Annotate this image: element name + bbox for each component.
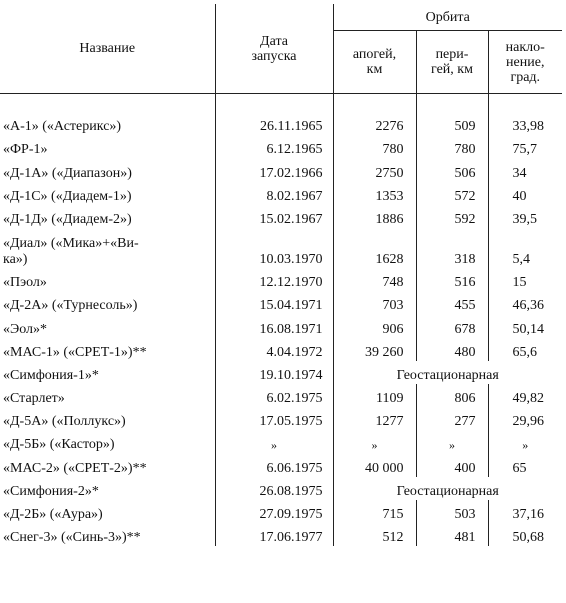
orbit-geostationary: Геостационарная [396, 367, 499, 383]
satellite-name: «Д-2Б» («Аура») [0, 500, 215, 523]
launch-date: 15.04.1971 [215, 291, 333, 314]
table-row [0, 453, 562, 476]
perigee-value: 480 [416, 338, 488, 361]
satellite-name: «Д-2А» («Турнесоль») [0, 291, 215, 314]
satellite-name: «Эол»* [0, 314, 215, 337]
launch-date: 15.02.1967 [215, 205, 333, 228]
launch-date: 6.12.1965 [215, 135, 333, 158]
inclination-value: » [522, 438, 529, 453]
apogee-value: 1109 [333, 384, 416, 407]
apogee-value: » [333, 430, 416, 453]
inclination-value: 75,7 [512, 142, 537, 158]
launch-date: 6.02.1975 [215, 384, 333, 407]
table-header [0, 4, 562, 94]
launch-date: 27.09.1975 [215, 500, 333, 523]
launch-date: 17.06.1977 [215, 523, 333, 546]
apogee-value: 1886 [333, 205, 416, 228]
perigee-value: 506 [416, 158, 488, 181]
satellite-name: «Симфония-2»* [0, 477, 215, 500]
header-inclination: накло- нение, град. [488, 31, 562, 94]
perigee-value: 516 [416, 268, 488, 291]
table-row [0, 407, 562, 430]
inclination-value: 33,98 [512, 119, 544, 135]
inclination-value: 65 [512, 460, 527, 476]
satellite-name: «ФР-1» [0, 135, 215, 158]
table-row [0, 384, 562, 407]
launch-date: 19.10.1974 [215, 361, 333, 384]
apogee-value: 1353 [333, 182, 416, 205]
perigee-value: 806 [416, 384, 488, 407]
table-row [0, 430, 562, 453]
table-row [0, 291, 562, 314]
satellite-name: «Старлет» [0, 384, 215, 407]
apogee-value: 2276 [333, 94, 416, 136]
perigee-value: 318 [416, 228, 488, 268]
inclination-value: 49,82 [512, 391, 544, 407]
launch-date: 6.06.1975 [215, 453, 333, 476]
apogee-value: 703 [333, 291, 416, 314]
apogee-value: 1628 [333, 228, 416, 268]
perigee-value: 678 [416, 314, 488, 337]
perigee-value: 400 [416, 453, 488, 476]
apogee-value: 39 260 [333, 338, 416, 361]
table-row [0, 205, 562, 228]
apogee-value: 906 [333, 314, 416, 337]
satellite-name: «Д-5А» («Поллукс») [0, 407, 215, 430]
satellite-name: «Д-1С» («Диадем-1») [0, 182, 215, 205]
table-row [0, 314, 562, 337]
inclination-value: 39,5 [512, 211, 537, 227]
launch-date: 4.04.1972 [215, 338, 333, 361]
header-date: Дата запуска [215, 4, 333, 94]
header-name: Название [0, 4, 215, 94]
table-row [0, 228, 562, 268]
apogee-value: 748 [333, 268, 416, 291]
perigee-value: 572 [416, 182, 488, 205]
header-apogee: апогей, км [333, 31, 416, 94]
inclination-value: 40 [512, 188, 527, 204]
header-orbit: Орбита [333, 4, 562, 31]
table-body [0, 94, 562, 547]
launch-date: 10.03.1970 [215, 228, 333, 268]
apogee-value: 1277 [333, 407, 416, 430]
table-row [0, 523, 562, 546]
apogee-value: 715 [333, 500, 416, 523]
launch-date: 12.12.1970 [215, 268, 333, 291]
table-row [0, 361, 562, 384]
table-row [0, 135, 562, 158]
table-row [0, 500, 562, 523]
inclination-value: 37,16 [512, 507, 544, 522]
table-row [0, 268, 562, 291]
launch-date: » [215, 430, 333, 453]
perigee-value: » [416, 430, 488, 453]
satellite-table [0, 4, 562, 546]
perigee-value: 592 [416, 205, 488, 228]
satellite-name: «Диал» («Мика»+«Ви- ка») [0, 228, 215, 268]
perigee-value: 503 [416, 500, 488, 523]
inclination-value: 50,14 [512, 321, 544, 337]
launch-date: 8.02.1967 [215, 182, 333, 205]
inclination-value: 65,6 [512, 344, 537, 360]
satellite-name: «Д-1А» («Диапазон») [0, 158, 215, 181]
launch-date: 26.11.1965 [215, 94, 333, 136]
launch-date: 16.08.1971 [215, 314, 333, 337]
satellite-name: «А-1» («Астерикс») [0, 94, 215, 136]
apogee-value: 780 [333, 135, 416, 158]
satellite-name: «Д-5Б» («Кастор») [0, 430, 215, 453]
inclination-value: 15 [512, 275, 527, 291]
perigee-value: 277 [416, 407, 488, 430]
launch-date: 17.05.1975 [215, 407, 333, 430]
satellite-name: «Д-1Д» («Диадем-2») [0, 205, 215, 228]
satellite-name: «МАС-1» («СРЕТ-1»)** [0, 338, 215, 361]
launch-date: 17.02.1966 [215, 158, 333, 181]
satellite-name: «Симфония-1»* [0, 361, 215, 384]
apogee-value: 2750 [333, 158, 416, 181]
table-row [0, 338, 562, 361]
table-row [0, 182, 562, 205]
table-row [0, 94, 562, 136]
header-perigee: пери- гей, км [416, 31, 488, 94]
satellite-name: «МАС-2» («СРЕТ-2»)** [0, 453, 215, 476]
apogee-value: 512 [333, 523, 416, 546]
inclination-value: 5,4 [512, 251, 530, 267]
perigee-value: 455 [416, 291, 488, 314]
launch-date: 26.08.1975 [215, 477, 333, 500]
inclination-value: 29,96 [512, 414, 544, 430]
perigee-value: 481 [416, 523, 488, 546]
apogee-value: 40 000 [333, 453, 416, 476]
perigee-value: 780 [416, 135, 488, 158]
satellite-name: «Снег-3» («Синь-3»)** [0, 523, 215, 546]
table-row [0, 477, 562, 500]
orbit-geostationary: Геостационарная [396, 483, 499, 499]
table-row [0, 158, 562, 181]
inclination-value: 46,36 [512, 298, 544, 314]
perigee-value: 509 [416, 94, 488, 136]
inclination-value: 50,68 [512, 530, 544, 546]
satellite-name: «Пэол» [0, 268, 215, 291]
inclination-value: 34 [512, 165, 527, 181]
